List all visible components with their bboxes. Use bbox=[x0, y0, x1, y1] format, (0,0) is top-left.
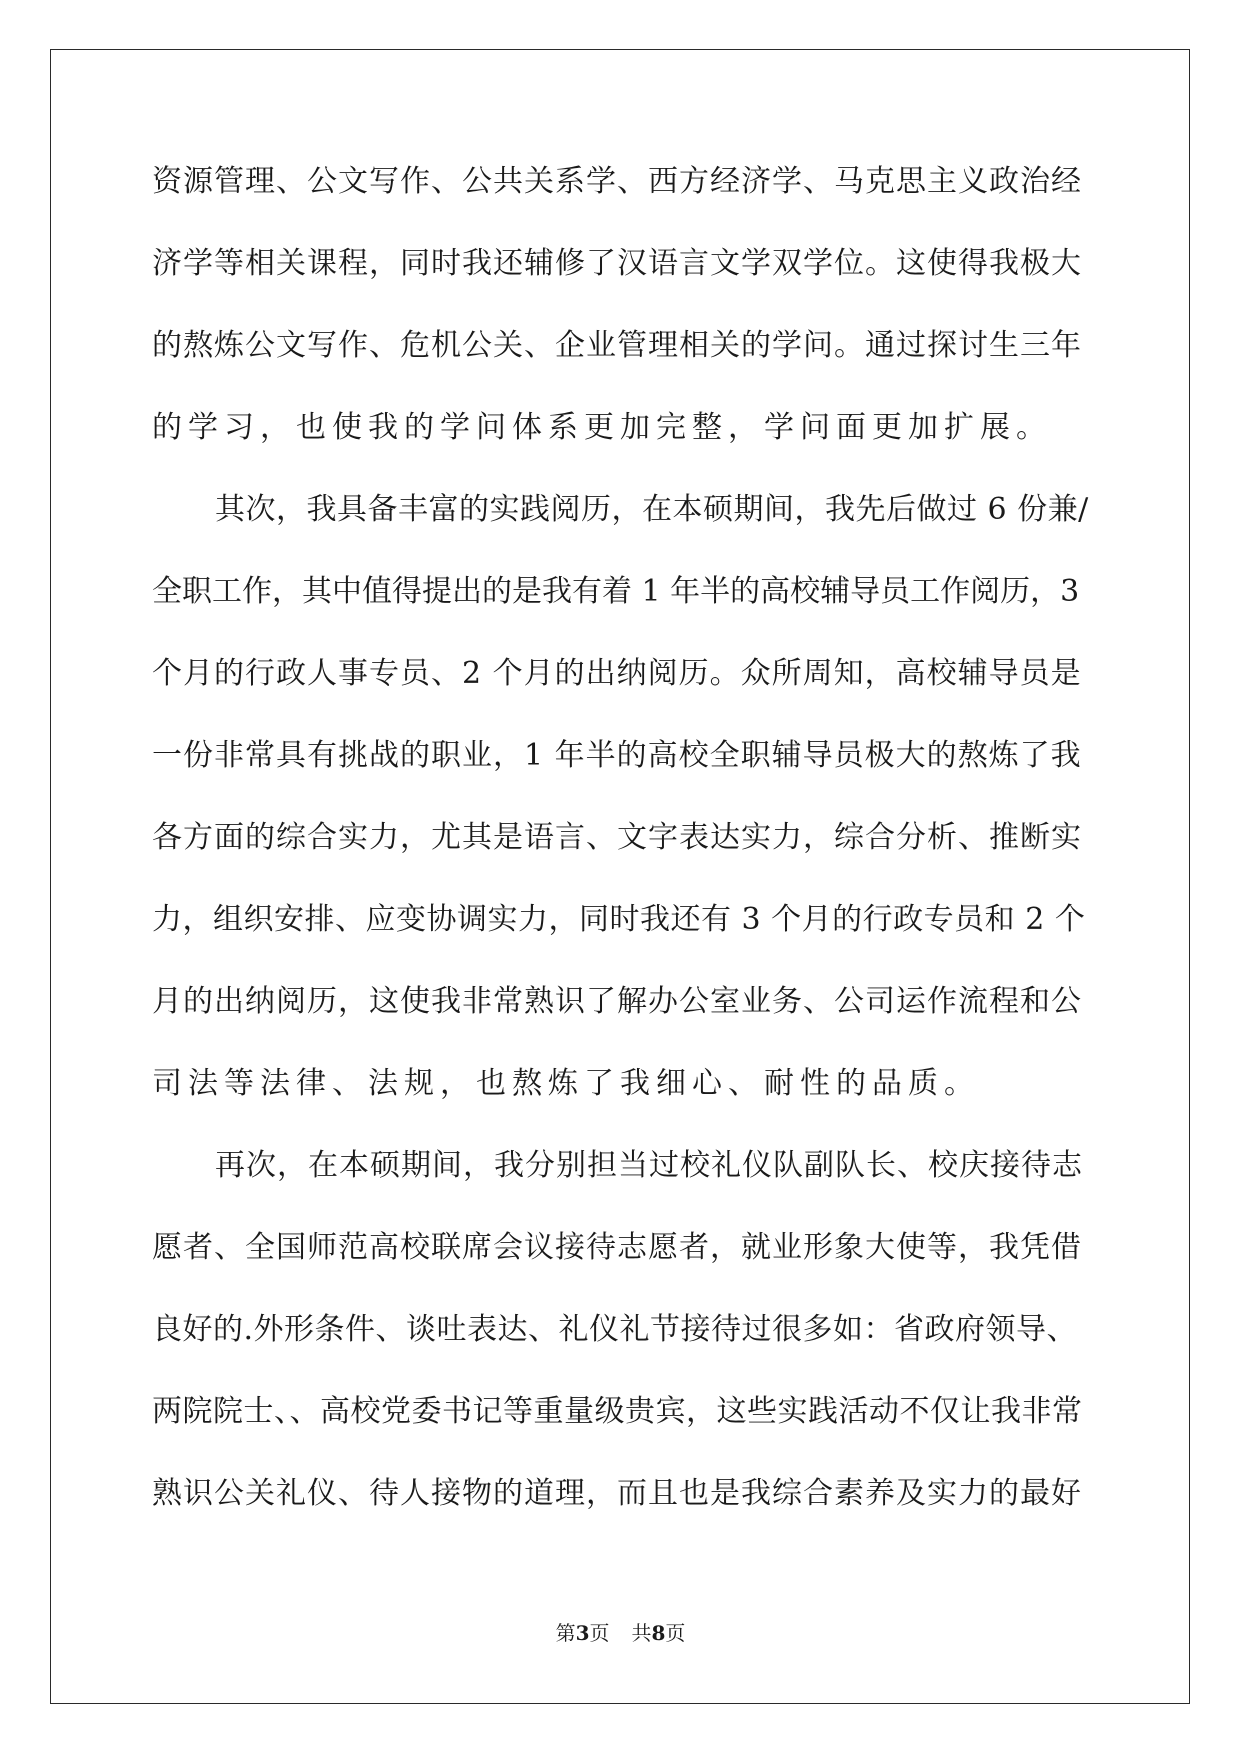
text-line: 力，组织安排、应变协调实力，同时我还有 3 个月的行政专员和 2 个 bbox=[152, 902, 1086, 937]
page-footer bbox=[0, 1617, 1241, 1646]
page-suffix: 页 bbox=[589, 1621, 610, 1645]
text-line: 个月的行政人事专员、2 个月的出纳阅历。众所周知，高校辅导员是 bbox=[152, 656, 1082, 691]
text-line: 全职工作，其中值得提出的是我有着 1 年半的高校辅导员工作阅历，3 bbox=[152, 574, 1080, 609]
total-prefix: 共 bbox=[631, 1621, 652, 1645]
page-current: 3 bbox=[575, 1621, 590, 1645]
text-line: 各方面的综合实力，尤其是语言、文字表达实力，综合分析、推断实 bbox=[152, 820, 1082, 855]
total-suffix: 页 bbox=[665, 1621, 686, 1645]
body-text bbox=[152, 158, 1092, 1552]
page-total: 8 bbox=[651, 1621, 666, 1645]
text-line: 良好的.外形条件、谈吐表达、礼仪礼节接待过很多如：省政府领导、 bbox=[152, 1312, 1078, 1347]
text-line: 愿者、全国师范高校联席会议接待志愿者，就业形象大使等，我凭借 bbox=[152, 1230, 1082, 1265]
text-line: 熟识公关礼仪、待人接物的道理，而且也是我综合素养及实力的最好 bbox=[152, 1476, 1082, 1511]
text-line: 的学习，也使我的学问体系更加完整，学问面更加扩展。 bbox=[152, 410, 1052, 445]
text-line: 司法等法律、法规，也熬炼了我细心、耐性的品质。 bbox=[152, 1066, 980, 1101]
text-line: 资源管理、公文写作、公共关系学、西方经济学、马克思主义政治经 bbox=[152, 164, 1082, 199]
text-line: 月的出纳阅历，这使我非常熟识了解办公室业务、公司运作流程和公 bbox=[152, 984, 1082, 1019]
text-line: 的熬炼公文写作、危机公关、企业管理相关的学问。通过探讨生三年 bbox=[152, 328, 1082, 363]
text-line: 一份非常具有挑战的职业，1 年半的高校全职辅导员极大的熬炼了我 bbox=[152, 738, 1082, 773]
text-line: 济学等相关课程，同时我还辅修了汉语言文学双学位。这使得我极大 bbox=[152, 246, 1082, 281]
text-line: 再次，在本硕期间，我分别担当过校礼仪队副队长、校庆接待志 bbox=[215, 1148, 1083, 1183]
text-line: 其次，我具备丰富的实践阅历，在本硕期间，我先后做过 6 份兼/ bbox=[215, 492, 1089, 527]
page-prefix: 第 bbox=[555, 1621, 576, 1645]
text-line: 两院院士、、高校党委书记等重量级贵宾，这些实践活动不仅让我非常 bbox=[152, 1394, 1083, 1429]
